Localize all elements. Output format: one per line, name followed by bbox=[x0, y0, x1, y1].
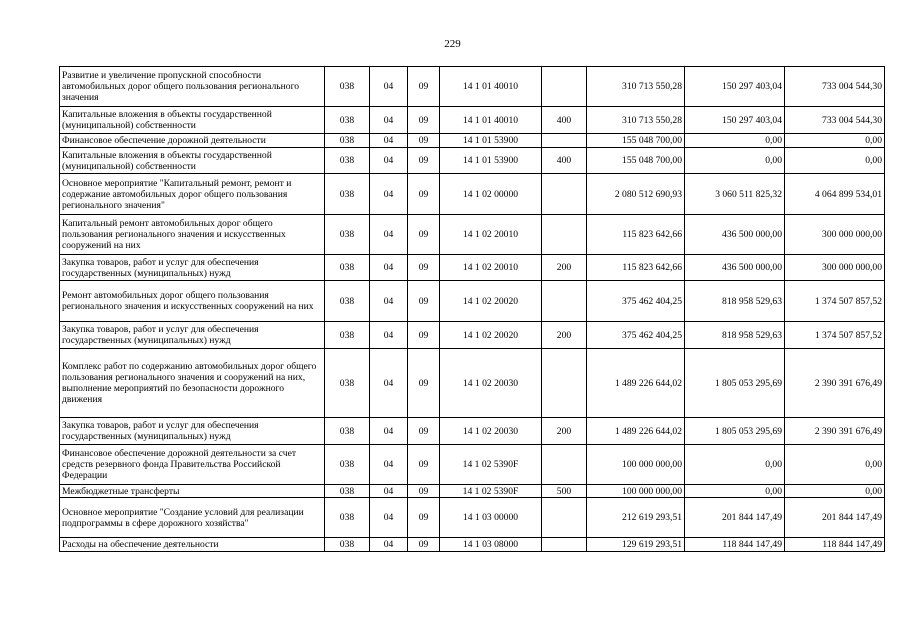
expense-type-code: 200 bbox=[542, 322, 587, 349]
target-item-code: 14 1 02 5390F bbox=[440, 445, 542, 485]
section-code: 04 bbox=[370, 538, 408, 552]
table-row bbox=[60, 418, 885, 445]
target-item-code: 14 1 02 00000 bbox=[440, 174, 542, 215]
amount-year-1: 100 000 000,00 bbox=[587, 445, 685, 485]
amount-year-3: 2 390 391 676,49 bbox=[785, 418, 885, 445]
subsection-code: 09 bbox=[408, 255, 440, 281]
expense-name: Капитальные вложения в объекты государственной (муниципальной) собственности bbox=[60, 148, 325, 174]
amount-year-3: 2 390 391 676,49 bbox=[785, 349, 885, 418]
target-item-code: 14 1 01 53900 bbox=[440, 134, 542, 148]
expense-type-code bbox=[542, 67, 587, 107]
section-code: 04 bbox=[370, 349, 408, 418]
ministry-code: 038 bbox=[325, 498, 370, 538]
amount-year-3: 4 064 899 534,01 bbox=[785, 174, 885, 215]
subsection-code: 09 bbox=[408, 349, 440, 418]
expense-name: Финансовое обеспечение дорожной деятельности за счет средств резервного фонда Правительства Российской Федерации bbox=[60, 445, 325, 485]
expense-name: Основное мероприятие "Создание условий для реализации подпрограммы в сфере дорожного хозяйства" bbox=[60, 498, 325, 538]
subsection-code: 09 bbox=[408, 107, 440, 134]
amount-year-2: 201 844 147,49 bbox=[685, 498, 785, 538]
amount-year-2: 118 844 147,49 bbox=[685, 538, 785, 552]
amount-year-3: 201 844 147,49 bbox=[785, 498, 885, 538]
table-body bbox=[60, 67, 885, 552]
expense-name: Капитальный ремонт автомобильных дорог общего пользования регионального значения и искусственных сооружений на них bbox=[60, 215, 325, 255]
ministry-code: 038 bbox=[325, 107, 370, 134]
table-row bbox=[60, 281, 885, 322]
section-code: 04 bbox=[370, 445, 408, 485]
expense-type-code: 200 bbox=[542, 255, 587, 281]
expense-type-code: 200 bbox=[542, 418, 587, 445]
amount-year-1: 129 619 293,51 bbox=[587, 538, 685, 552]
expense-type-code: 400 bbox=[542, 148, 587, 174]
section-code: 04 bbox=[370, 281, 408, 322]
ministry-code: 038 bbox=[325, 67, 370, 107]
table-row bbox=[60, 67, 885, 107]
amount-year-3: 733 004 544,30 bbox=[785, 107, 885, 134]
amount-year-1: 115 823 642,66 bbox=[587, 215, 685, 255]
table-row bbox=[60, 215, 885, 255]
amount-year-2: 0,00 bbox=[685, 134, 785, 148]
amount-year-1: 100 000 000,00 bbox=[587, 485, 685, 498]
amount-year-2: 3 060 511 825,32 bbox=[685, 174, 785, 215]
ministry-code: 038 bbox=[325, 445, 370, 485]
subsection-code: 09 bbox=[408, 148, 440, 174]
expense-type-code bbox=[542, 174, 587, 215]
amount-year-1: 155 048 700,00 bbox=[587, 134, 685, 148]
expense-type-code: 500 bbox=[542, 485, 587, 498]
table-row bbox=[60, 322, 885, 349]
amount-year-2: 436 500 000,00 bbox=[685, 215, 785, 255]
ministry-code: 038 bbox=[325, 215, 370, 255]
amount-year-3: 1 374 507 857,52 bbox=[785, 322, 885, 349]
subsection-code: 09 bbox=[408, 174, 440, 215]
amount-year-2: 0,00 bbox=[685, 485, 785, 498]
section-code: 04 bbox=[370, 174, 408, 215]
target-item-code: 14 1 02 20030 bbox=[440, 418, 542, 445]
ministry-code: 038 bbox=[325, 174, 370, 215]
expense-name: Капитальные вложения в объекты государственной (муниципальной) собственности bbox=[60, 107, 325, 134]
amount-year-3: 0,00 bbox=[785, 134, 885, 148]
subsection-code: 09 bbox=[408, 538, 440, 552]
amount-year-2: 1 805 053 295,69 bbox=[685, 418, 785, 445]
subsection-code: 09 bbox=[408, 67, 440, 107]
expense-name: Закупка товаров, работ и услуг для обеспечения государственных (муниципальных) нужд bbox=[60, 322, 325, 349]
amount-year-2: 0,00 bbox=[685, 148, 785, 174]
amount-year-2: 0,00 bbox=[685, 445, 785, 485]
expense-name: Закупка товаров, работ и услуг для обеспечения государственных (муниципальных) нужд bbox=[60, 418, 325, 445]
ministry-code: 038 bbox=[325, 148, 370, 174]
expense-type-code bbox=[542, 498, 587, 538]
target-item-code: 14 1 02 5390F bbox=[440, 485, 542, 498]
section-code: 04 bbox=[370, 67, 408, 107]
amount-year-1: 212 619 293,51 bbox=[587, 498, 685, 538]
subsection-code: 09 bbox=[408, 445, 440, 485]
target-item-code: 14 1 02 20020 bbox=[440, 281, 542, 322]
target-item-code: 14 1 02 20010 bbox=[440, 215, 542, 255]
section-code: 04 bbox=[370, 134, 408, 148]
section-code: 04 bbox=[370, 107, 408, 134]
expense-name: Закупка товаров, работ и услуг для обеспечения государственных (муниципальных) нужд bbox=[60, 255, 325, 281]
target-item-code: 14 1 03 00000 bbox=[440, 498, 542, 538]
amount-year-3: 0,00 bbox=[785, 148, 885, 174]
table-row bbox=[60, 174, 885, 215]
subsection-code: 09 bbox=[408, 134, 440, 148]
amount-year-2: 150 297 403,04 bbox=[685, 67, 785, 107]
ministry-code: 038 bbox=[325, 418, 370, 445]
expense-name: Комплекс работ по содержанию автомобильных дорог общего пользования регионального значения и сооружений на них, выполнение мероприятий по безопасности дорожного движения bbox=[60, 349, 325, 418]
expense-type-code bbox=[542, 349, 587, 418]
ministry-code: 038 bbox=[325, 255, 370, 281]
ministry-code: 038 bbox=[325, 281, 370, 322]
amount-year-3: 118 844 147,49 bbox=[785, 538, 885, 552]
expense-name: Межбюджетные трансферты bbox=[60, 485, 325, 498]
expense-type-code bbox=[542, 215, 587, 255]
amount-year-1: 310 713 550,28 bbox=[587, 67, 685, 107]
table-row bbox=[60, 498, 885, 538]
budget-table bbox=[59, 66, 885, 552]
table-row bbox=[60, 107, 885, 134]
amount-year-1: 1 489 226 644,02 bbox=[587, 418, 685, 445]
ministry-code: 038 bbox=[325, 134, 370, 148]
ministry-code: 038 bbox=[325, 538, 370, 552]
table-row bbox=[60, 255, 885, 281]
amount-year-1: 310 713 550,28 bbox=[587, 107, 685, 134]
target-item-code: 14 1 03 08000 bbox=[440, 538, 542, 552]
expense-type-code bbox=[542, 445, 587, 485]
amount-year-1: 375 462 404,25 bbox=[587, 281, 685, 322]
section-code: 04 bbox=[370, 148, 408, 174]
section-code: 04 bbox=[370, 485, 408, 498]
amount-year-3: 0,00 bbox=[785, 485, 885, 498]
target-item-code: 14 1 01 53900 bbox=[440, 148, 542, 174]
expense-type-code bbox=[542, 281, 587, 322]
subsection-code: 09 bbox=[408, 485, 440, 498]
table-row bbox=[60, 485, 885, 498]
amount-year-3: 300 000 000,00 bbox=[785, 215, 885, 255]
expense-name: Финансовое обеспечение дорожной деятельности bbox=[60, 134, 325, 148]
section-code: 04 bbox=[370, 215, 408, 255]
target-item-code: 14 1 01 40010 bbox=[440, 107, 542, 134]
amount-year-3: 300 000 000,00 bbox=[785, 255, 885, 281]
subsection-code: 09 bbox=[408, 418, 440, 445]
amount-year-1: 2 080 512 690,93 bbox=[587, 174, 685, 215]
table-row bbox=[60, 148, 885, 174]
subsection-code: 09 bbox=[408, 215, 440, 255]
target-item-code: 14 1 02 20010 bbox=[440, 255, 542, 281]
section-code: 04 bbox=[370, 322, 408, 349]
section-code: 04 bbox=[370, 498, 408, 538]
section-code: 04 bbox=[370, 255, 408, 281]
amount-year-1: 1 489 226 644,02 bbox=[587, 349, 685, 418]
expense-name: Ремонт автомобильных дорог общего пользования регионального значения и искусственных сооружений на них bbox=[60, 281, 325, 322]
amount-year-3: 1 374 507 857,52 bbox=[785, 281, 885, 322]
expense-type-code: 400 bbox=[542, 107, 587, 134]
ministry-code: 038 bbox=[325, 322, 370, 349]
ministry-code: 038 bbox=[325, 349, 370, 418]
amount-year-3: 0,00 bbox=[785, 445, 885, 485]
subsection-code: 09 bbox=[408, 281, 440, 322]
amount-year-3: 733 004 544,30 bbox=[785, 67, 885, 107]
expense-name: Развитие и увеличение пропускной способности автомобильных дорог общего пользования регионального значения bbox=[60, 67, 325, 107]
expense-type-code bbox=[542, 538, 587, 552]
amount-year-2: 818 958 529,63 bbox=[685, 281, 785, 322]
section-code: 04 bbox=[370, 418, 408, 445]
amount-year-2: 150 297 403,04 bbox=[685, 107, 785, 134]
subsection-code: 09 bbox=[408, 498, 440, 538]
page-number: 229 bbox=[444, 38, 461, 50]
target-item-code: 14 1 02 20030 bbox=[440, 349, 542, 418]
amount-year-2: 436 500 000,00 bbox=[685, 255, 785, 281]
amount-year-2: 1 805 053 295,69 bbox=[685, 349, 785, 418]
amount-year-1: 115 823 642,66 bbox=[587, 255, 685, 281]
amount-year-1: 375 462 404,25 bbox=[587, 322, 685, 349]
amount-year-2: 818 958 529,63 bbox=[685, 322, 785, 349]
expense-name: Основное мероприятие "Капитальный ремонт, ремонт и содержание автомобильных дорог общего пользования регионального значения" bbox=[60, 174, 325, 215]
expense-name: Расходы на обеспечение деятельности bbox=[60, 538, 325, 552]
expense-type-code bbox=[542, 134, 587, 148]
table-row bbox=[60, 134, 885, 148]
ministry-code: 038 bbox=[325, 485, 370, 498]
table-row bbox=[60, 349, 885, 418]
table-row bbox=[60, 445, 885, 485]
target-item-code: 14 1 02 20020 bbox=[440, 322, 542, 349]
table-row bbox=[60, 538, 885, 552]
amount-year-1: 155 048 700,00 bbox=[587, 148, 685, 174]
subsection-code: 09 bbox=[408, 322, 440, 349]
target-item-code: 14 1 01 40010 bbox=[440, 67, 542, 107]
